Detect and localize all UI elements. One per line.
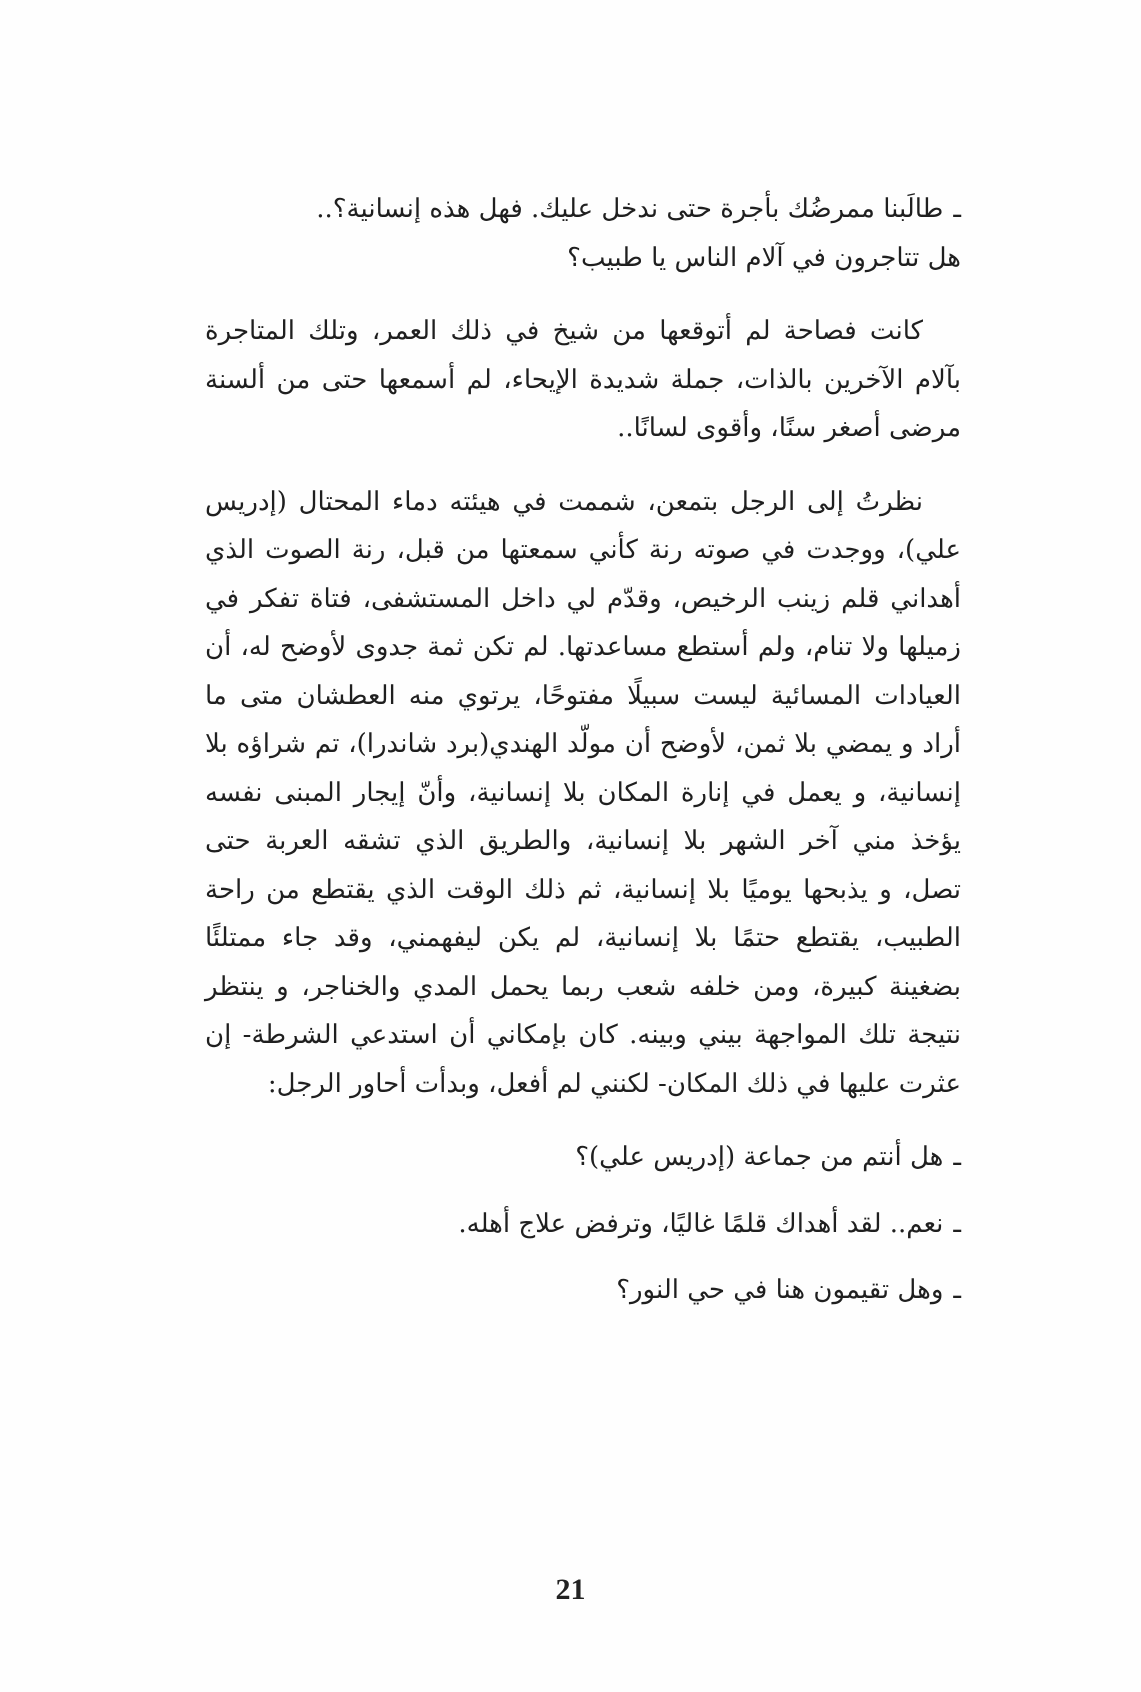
page-number: 21 xyxy=(555,1573,586,1606)
dialogue-line-1 xyxy=(205,185,961,234)
dialogue-text: نعم.. لقد أهداك قلمًا غاليًا، وترفض علاج أهله. xyxy=(458,1208,944,1239)
paragraph-2: نظرتُ إلى الرجل بتمعن، شممت في هيئته دماء المحتال (إدريس علي)، ووجدت في صوته رنة كأني سمعتها من قبل، رنة الصوت الذي أهداني قلم زينب الرخيص، وقدّم لي داخل المستشفى، فتاة تفكر في زميلها ولا تنام، ولم أستطع مساعدتها. لم تكن ثمة جدوى لأوضح له، أن العيادات المسائية ليست سبيلًا مفتوحًا، يرتوي منه العطشان متى ما أراد و يمضي بلا ثمن، لأوضح أن مولّد الهندي(برد شاندرا)، تم شراؤه بلا إنسانية، و يعمل في إنارة المكان بلا إنسانية، وأنّ إيجار المبنى نفسه يؤخذ مني آخر الشهر بلا إنسانية، والطريق الذي تشقه العربة حتى تصل، و يذبحها يوميًا بلا إنسانية، ثم ذلك الوقت الذي يقتطع من راحة الطبيب، يقتطع حتمًا بلا إنسانية، لم يكن ليفهمني، وقد جاء ممتلئًا بضغينة كبيرة، ومن خلفه شعب ربما يحمل المدي والخناجر، و ينتظر نتيجة تلك المواجهة بيني وبينه. كان بإمكاني أن استدعي الشرطة- إن عثرت عليها في ذلك المكان- لكنني لم أفعل، وبدأت أحاور الرجل: xyxy=(205,486,961,1099)
dialogue-line-3 xyxy=(205,1200,961,1249)
dialogue-dash: ـ xyxy=(953,1142,961,1172)
dialogue-text: طالَبنا ممرضُك بأجرة حتى ندخل عليك. فهل هذه إنسانية؟.. xyxy=(316,194,944,224)
dialogue-line-4 xyxy=(205,1266,961,1315)
dialogue-text: هل أنتم من جماعة (إدريس علي)؟ xyxy=(575,1142,944,1172)
dialogue-dash: ـ xyxy=(953,1275,961,1305)
paragraph-1: كانت فصاحة لم أتوقعها من شيخ في ذلك العمر، وتلك المتاجرة بآلام الآخرين بالذات، جملة شديدة الإيحاء، لم أسمعها حتى من ألسنة مرضى أصغر سنًا، وأقوى لسانًا.. xyxy=(205,316,961,443)
dialogue-line-1-continued: هل تتاجرون في آلام الناس يا طبيب؟ xyxy=(567,242,961,273)
dialogue-text: وهل تقيمون هنا في حي النور؟ xyxy=(616,1275,944,1305)
page-body-text xyxy=(205,185,961,1315)
dialogue-line-2 xyxy=(205,1133,961,1182)
dialogue-dash: ـ xyxy=(953,194,961,224)
dialogue-dash: ـ xyxy=(953,1208,961,1239)
